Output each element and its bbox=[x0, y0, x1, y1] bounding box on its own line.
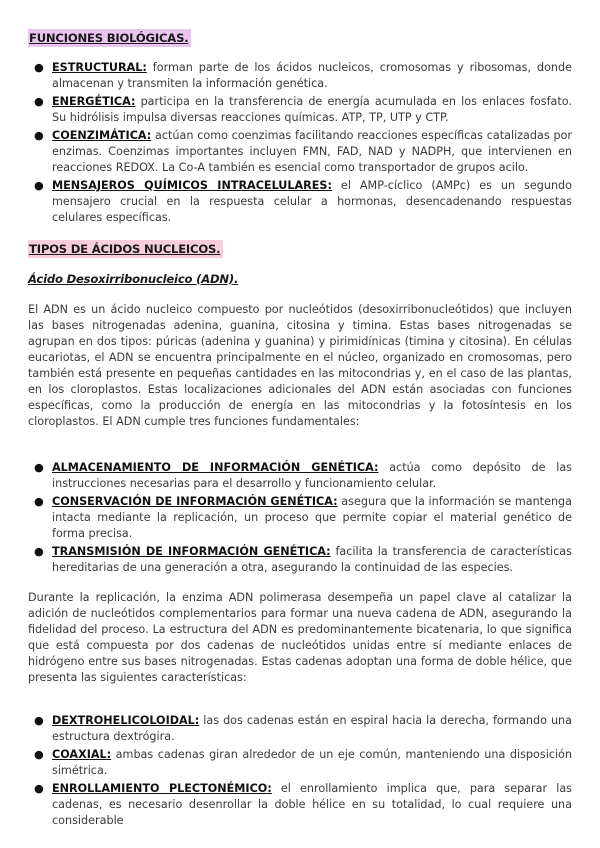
item-term: TRANSMISIÓN DE INFORMACIÓN GENÉTICA: bbox=[52, 545, 331, 558]
list-item bbox=[34, 544, 572, 576]
item-term: ALMACENAMIENTO DE INFORMACIÓN GENÉTICA: bbox=[52, 461, 379, 474]
subheading-adn: Ácido Desoxirribonucleico (ADN). bbox=[28, 272, 239, 286]
list-item bbox=[34, 460, 572, 492]
list-item bbox=[34, 747, 572, 779]
section-heading-funciones: FUNCIONES BIOLÓGICAS. bbox=[28, 29, 191, 47]
list-item bbox=[34, 781, 572, 829]
bullet-icon: ● bbox=[34, 714, 44, 727]
list-item bbox=[34, 94, 572, 126]
list-item bbox=[34, 178, 572, 226]
list-item bbox=[34, 128, 572, 176]
bullet-icon: ● bbox=[34, 95, 44, 108]
paragraph-replication: Durante la replicación, la enzima ADN polimerasa desempeña un papel clave al catalizar la adición de nucleótidos complementarios para formar una nueva cadena de ADN, asegurando la fidelidad del proceso. La estructura del ADN es predominantemente bicatenaria, lo que significa que está compuesta por dos cadenas de nucleótidos unidas entre sí mediante enlaces de hidrógeno entre sus bases nitrogenadas. Estas cadenas adoptan una forma de doble hélice, que presenta las siguientes características: bbox=[28, 591, 572, 684]
list-item bbox=[34, 713, 572, 745]
bullet-icon: ● bbox=[34, 495, 44, 508]
item-term: COAXIAL: bbox=[52, 748, 112, 761]
list-item bbox=[34, 494, 572, 542]
biological-functions-list bbox=[34, 60, 572, 228]
item-text: participa en la transferencia de energía acumulada en los enlaces fosfato. Su hidrólisis impulsa diversas reacciones químicas. ATP, TP, UTP y CTP. bbox=[52, 95, 572, 124]
item-text: las dos cadenas están en espiral hacia la derecha, formando una estructura dextrógira. bbox=[52, 714, 572, 743]
item-term: COENZIMÁTICA: bbox=[52, 129, 152, 142]
item-text: el enrollamiento implica que, para separar las cadenas, es necesario desenrollar la doble hélice en su totalidad, lo cual requiere una considerable bbox=[52, 782, 573, 827]
paragraph-adn-intro: El ADN es un ácido nucleico compuesto por nucleótidos (desoxirribonucleótidos) que incluyen las bases nitrogenadas adenina, guanina, citosina y timina. Estas bases nitrogenadas se agrupan en dos tipos: púricas (adenina y guanina) y pirimidínicas (timina y citosina). En células eucariotas, el ADN se encuentra principalmente en el núcleo, organizado en cromosomas, pero también está presente en pequeñas cantidades en las mitocondrias y, en el caso de las plantas, en los cloroplastos. Estas localizaciones adicionales del ADN están asociadas con funciones específicas, como la producción de energía en las mitocondrias y la fotosíntesis en los cloroplastos. El ADN cumple tres funciones fundamentales: bbox=[28, 303, 572, 428]
bullet-icon: ● bbox=[34, 179, 44, 192]
double-helix-characteristics-list bbox=[34, 713, 572, 831]
bullet-icon: ● bbox=[34, 545, 44, 558]
item-text: forman parte de los ácidos nucleicos, cromosomas y ribosomas, donde almacenan y transmiten la información genética. bbox=[52, 61, 572, 90]
bullet-icon: ● bbox=[34, 129, 44, 142]
dna-functions-list bbox=[34, 460, 572, 578]
bullet-icon: ● bbox=[34, 61, 44, 74]
item-term: ESTRUCTURAL: bbox=[52, 61, 147, 74]
item-text: el AMP-cíclico (AMPc) es un segundo mensajero crucial en la respuesta celular a hormonas, desencadenando respuestas celulares específicas. bbox=[52, 179, 572, 224]
item-term: ENROLLAMIENTO PLECTONÉMICO: bbox=[52, 782, 272, 795]
item-text: ambas cadenas giran alrededor de un eje común, manteniendo una disposición simétrica. bbox=[52, 748, 572, 777]
list-item bbox=[34, 60, 572, 92]
section-heading-tipos: TIPOS DE ÁCIDOS NUCLEICOS. bbox=[28, 240, 223, 258]
item-term: DEXTROHELICOLOIDAL: bbox=[52, 714, 200, 727]
item-term: CONSERVACIÓN DE INFORMACIÓN GENÉTICA: bbox=[52, 495, 338, 508]
item-text: actúa como depósito de las instrucciones necesarias para el desarrollo y funcionamiento celular. bbox=[52, 461, 572, 490]
item-text: asegura que la información se mantenga intacta mediante la replicación, un proceso que permite copiar el material genético de forma precisa. bbox=[52, 495, 573, 540]
bullet-icon: ● bbox=[34, 748, 44, 761]
item-text: actúan como coenzimas facilitando reacciones específicas catalizadas por enzimas. Coenzimas importantes incluyen FMN, FAD, NAD y NADPH, que intervienen en reacciones REDOX. La Co-A también es esencial como transportador de grupos acilo. bbox=[52, 129, 572, 174]
bullet-icon: ● bbox=[34, 782, 44, 795]
item-term: MENSAJEROS QUÍMICOS INTRACELULARES: bbox=[52, 179, 332, 192]
bullet-icon: ● bbox=[34, 461, 44, 474]
item-term: ENERGÉTICA: bbox=[52, 95, 136, 108]
item-text: facilita la transferencia de características hereditarias de una generación a otra, asegurando la continuidad de las especies. bbox=[52, 545, 572, 574]
